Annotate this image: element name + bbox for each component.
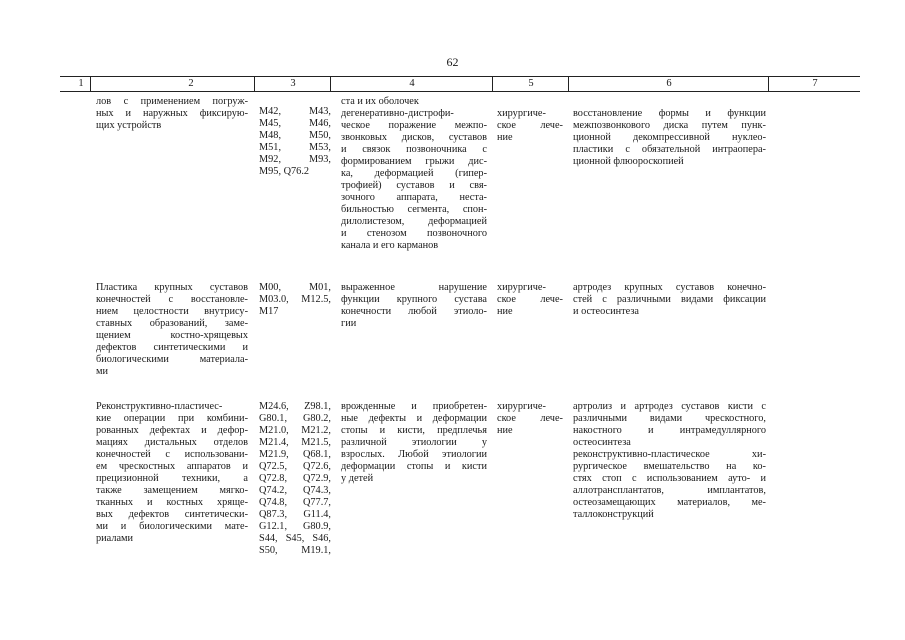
cell-line: ское лече- (497, 294, 563, 305)
cell-line: M17 (259, 306, 279, 317)
cell-line: формированием грыжи дис- (341, 156, 487, 167)
cell-line: M21.9, Q68.1, (259, 449, 331, 460)
cell-line: ционной декомпрессивной нуклео- (573, 132, 766, 143)
table-cell-r3-col4 (341, 401, 487, 485)
cell-line: Q74.8, Q77.7, (259, 497, 331, 508)
cell-line: кие операции при комбини- (96, 413, 248, 424)
cell-line: бильностью сегмента, спон- (341, 204, 487, 215)
cell-line: M00, M01, (259, 282, 331, 293)
cell-line: различной этиологии у (341, 437, 487, 448)
cell-line: стей с различными видами фиксации (573, 294, 766, 305)
table-cell-r2-col5 (497, 282, 563, 318)
cell-line: ние (497, 306, 513, 317)
cell-line: M95, Q76.2 (259, 166, 310, 177)
cell-line: аллотрансплантатов, имплантатов, (573, 485, 766, 496)
cell-line: ста и их оболочек (341, 96, 419, 107)
cell-line: артродез крупных суставов конечно- (573, 282, 766, 293)
cell-line: ми и биологическими мате- (96, 521, 248, 532)
table-cell-r3-col2 (96, 401, 248, 545)
table-cell-r1-col4 (341, 96, 487, 252)
cell-line: дилолистезом, деформацией (341, 216, 487, 227)
cell-line: хирургиче- (497, 282, 546, 293)
cell-line: остеозамещающих материалов, ме- (573, 497, 766, 508)
cell-line: трофией) суставов и свя- (341, 180, 487, 191)
cell-line: хирургиче- (497, 108, 546, 119)
cell-line: и остеосинтеза (573, 306, 639, 317)
cell-line: M42, M43, (259, 106, 331, 117)
cell-line: дегенеративно-дистрофи- (341, 108, 454, 119)
cell-line: деформации стопы и кисти (341, 461, 487, 472)
cell-line: Q72.5, Q72.6, (259, 461, 331, 472)
cell-line: межпозвонкового диска путем пунк- (573, 120, 766, 131)
cell-line: ных и наружных фиксирую- (96, 108, 248, 119)
cell-line: Пластика крупных суставов (96, 282, 248, 293)
cell-line: ское лече- (497, 120, 563, 131)
table-cell-r1-col5 (497, 108, 563, 144)
cell-line: восстановление формы и функции (573, 108, 766, 119)
header-col-5: 5 (492, 77, 569, 91)
cell-line: ка, деформацией (гипер- (341, 168, 487, 179)
cell-line: рованных дефектах и дефор- (96, 425, 248, 436)
cell-line: ем чрескостных аппаратов и (96, 461, 248, 472)
cell-line: биологическими материала- (96, 354, 248, 365)
cell-line: ми (96, 366, 109, 377)
cell-line: взрослых. Любой этиологии (341, 449, 487, 460)
cell-line: накостного и интрамедуллярного (573, 425, 766, 436)
cell-line: риалами (96, 533, 134, 544)
cell-line: у детей (341, 473, 374, 484)
cell-line: канала и его карманов (341, 240, 439, 251)
cell-line: M21.4, M21.5, (259, 437, 331, 448)
cell-line: таллоконструкций (573, 509, 654, 520)
cell-line: нием целостности внутрису- (96, 306, 248, 317)
cell-line: мациях дистальных отделов (96, 437, 248, 448)
page-number: 62 (446, 55, 459, 69)
cell-line: Q72.8, Q72.9, (259, 473, 331, 484)
table-cell-r2-col6 (573, 282, 766, 318)
cell-line: M24.6, Z98.1, (259, 401, 331, 412)
cell-line: M21.0, M21.2, (259, 425, 331, 436)
header-col-1: 1 (78, 78, 84, 89)
cell-line: M45, M46, (259, 118, 331, 129)
table-cell-r2-col3 (259, 282, 331, 318)
cell-line: звонковых дисков, суставов (341, 132, 487, 143)
cell-line: S44, S45, S46, (259, 533, 331, 544)
cell-line: гии (341, 318, 357, 329)
table-cell-r2-col2 (96, 282, 248, 378)
cell-line: щих устройств (96, 120, 162, 131)
cell-line: G80.1, G80.2, (259, 413, 331, 424)
table-cell-r1-col6 (573, 108, 766, 168)
header-col-6: 6 (568, 77, 769, 91)
cell-line: S50, M19.1, (259, 545, 331, 556)
cell-line: пластики с обязательной интраопера- (573, 144, 766, 155)
cell-line: хирургиче- (497, 401, 546, 412)
cell-line: и стенозом позвоночного (341, 228, 487, 239)
cell-line: остеосинтеза (573, 437, 631, 448)
cell-line: ние (497, 425, 513, 436)
cell-line: зочного аппарата, неста- (341, 192, 487, 203)
table-cell-r3-col3 (259, 401, 331, 557)
cell-line: стопы и кисти, предплечья (341, 425, 487, 436)
cell-line: рургическое вмешательство на ко- (573, 461, 766, 472)
cell-line: дефектов синтетическими и (96, 342, 248, 353)
cell-line: M51, M53, (259, 142, 331, 153)
table-header (60, 76, 860, 92)
cell-line: ние (497, 132, 513, 143)
cell-line: M92, M93, (259, 154, 331, 165)
header-col-3: 3 (254, 77, 331, 91)
cell-line: выраженное нарушение (341, 282, 487, 293)
header-col-2: 2 (90, 77, 291, 91)
cell-line: артролиз и артродез суставов кисти с (573, 401, 766, 412)
table-cell-r1-col2 (96, 96, 248, 132)
table-cell-r1-col3 (259, 106, 331, 178)
cell-line: функции крупного сустава (341, 294, 487, 305)
table-cell-r2-col4 (341, 282, 487, 330)
cell-line: лов с применением погруж- (96, 96, 248, 107)
cell-line: Q74.2, Q74.3, (259, 485, 331, 496)
cell-line: ставных образований, заме- (96, 318, 248, 329)
cell-line: тканных и костных хряще- (96, 497, 248, 508)
header-col-4: 4 (330, 77, 493, 91)
table-cell-r3-col5 (497, 401, 563, 437)
cell-line: прецизионной техники, а (96, 473, 248, 484)
cell-line: ческое поражение межпо- (341, 120, 487, 131)
cell-line: стях стоп с использованием ауто- и (573, 473, 766, 484)
cell-line: также замещением мягко- (96, 485, 248, 496)
cell-line: G12.1, G80.9, (259, 521, 331, 532)
cell-line: M03.0, M12.5, (259, 294, 331, 305)
cell-line: и связок позвоночника с (341, 144, 487, 155)
cell-line: различными видами чрескостного, (573, 413, 766, 424)
cell-line: Реконструктивно-пластичес- (96, 401, 223, 412)
cell-line: ское лече- (497, 413, 563, 424)
cell-line: Q87.3, G11.4, (259, 509, 331, 520)
cell-line: вых дефектов синтетически- (96, 509, 248, 520)
cell-line: конечностей с использовани- (96, 449, 248, 460)
cell-line: врожденные и приобретен- (341, 401, 487, 412)
header-col-7: 7 (768, 77, 861, 91)
cell-line: M48, M50, (259, 130, 331, 141)
table-cell-r3-col6 (573, 401, 766, 521)
cell-line: щением костно-хрящевых (96, 330, 248, 341)
cell-line: конечностей с восстановле- (96, 294, 248, 305)
cell-line: ционной флюороскопией (573, 156, 684, 167)
cell-line: ные дефекты и деформации (341, 413, 487, 424)
cell-line: конечности любой этиоло- (341, 306, 487, 317)
cell-line: реконструктивно-пластическое хи- (573, 449, 766, 460)
